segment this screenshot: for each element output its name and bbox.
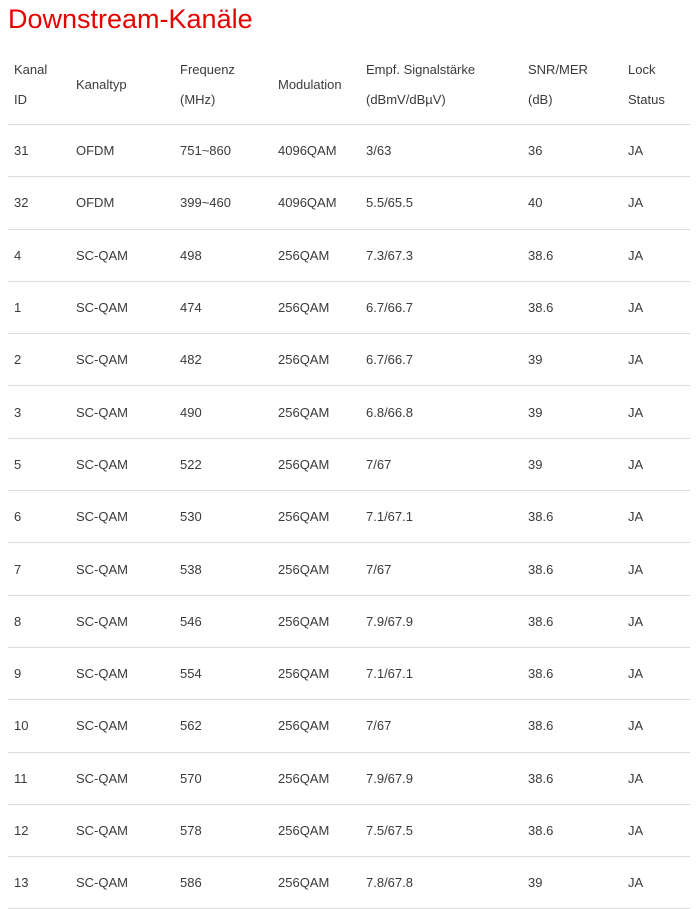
cell-snr-mer: 38.6: [522, 595, 622, 647]
cell-kanaltyp: OFDM: [70, 125, 174, 177]
cell-kanal-id: 4: [8, 229, 70, 281]
column-header-line: (dB): [528, 91, 553, 107]
cell-frequenz: 538: [174, 543, 272, 595]
cell-frequenz: 482: [174, 334, 272, 386]
cell-kanal-id: 10: [8, 700, 70, 752]
table-row: [8, 491, 690, 543]
cell-lock-status: JA: [622, 386, 690, 438]
cell-signal: 7.5/67.5: [360, 804, 522, 856]
cell-lock-status: JA: [622, 438, 690, 490]
cell-modulation: 256QAM: [272, 334, 360, 386]
cell-lock-status: JA: [622, 857, 690, 909]
column-header-line: Modulation: [278, 76, 342, 92]
cell-snr-mer: 38.6: [522, 700, 622, 752]
cell-lock-status: JA: [622, 700, 690, 752]
cell-snr-mer: 39: [522, 438, 622, 490]
downstream-channels-table: [8, 45, 690, 909]
cell-kanaltyp: SC-QAM: [70, 804, 174, 856]
cell-kanal-id: 32: [8, 177, 70, 229]
cell-lock-status: JA: [622, 647, 690, 699]
cell-snr-mer: 38.6: [522, 491, 622, 543]
column-header-line: Frequenz: [180, 61, 235, 77]
cell-modulation: 256QAM: [272, 752, 360, 804]
column-header-line: ID: [14, 91, 27, 107]
cell-kanaltyp: SC-QAM: [70, 334, 174, 386]
column-header-kanal-id: [8, 45, 70, 125]
table-row: [8, 229, 690, 281]
column-header-line: Lock: [628, 61, 656, 77]
cell-signal: 7/67: [360, 438, 522, 490]
cell-kanaltyp: SC-QAM: [70, 281, 174, 333]
cell-modulation: 256QAM: [272, 647, 360, 699]
cell-signal: 7.1/67.1: [360, 491, 522, 543]
cell-frequenz: 530: [174, 491, 272, 543]
cell-signal: 7.3/67.3: [360, 229, 522, 281]
cell-kanal-id: 1: [8, 281, 70, 333]
cell-signal: 7.8/67.8: [360, 857, 522, 909]
column-header-line: Status: [628, 91, 665, 107]
cell-snr-mer: 38.6: [522, 281, 622, 333]
cell-snr-mer: 38.6: [522, 804, 622, 856]
column-header-line: SNR/MER: [528, 61, 588, 77]
cell-lock-status: JA: [622, 281, 690, 333]
table-header-row: [8, 45, 690, 125]
cell-snr-mer: 36: [522, 125, 622, 177]
cell-signal: 7.1/67.1: [360, 647, 522, 699]
table-row: [8, 125, 690, 177]
cell-snr-mer: 38.6: [522, 647, 622, 699]
cell-frequenz: 522: [174, 438, 272, 490]
cell-kanal-id: 31: [8, 125, 70, 177]
column-header-kanaltyp: [70, 45, 174, 125]
cell-lock-status: JA: [622, 334, 690, 386]
cell-kanal-id: 7: [8, 543, 70, 595]
cell-lock-status: JA: [622, 543, 690, 595]
cell-kanaltyp: OFDM: [70, 177, 174, 229]
cell-frequenz: 546: [174, 595, 272, 647]
table-row: [8, 386, 690, 438]
cell-modulation: 4096QAM: [272, 177, 360, 229]
table-row: [8, 647, 690, 699]
cell-frequenz: 554: [174, 647, 272, 699]
cell-kanaltyp: SC-QAM: [70, 752, 174, 804]
cell-signal: 6.8/66.8: [360, 386, 522, 438]
cell-lock-status: JA: [622, 177, 690, 229]
table-row: [8, 177, 690, 229]
cell-modulation: 256QAM: [272, 386, 360, 438]
table-header: [8, 45, 690, 125]
cell-modulation: 256QAM: [272, 595, 360, 647]
table-row: [8, 438, 690, 490]
table-row: [8, 752, 690, 804]
table-row: [8, 595, 690, 647]
cell-frequenz: 399~460: [174, 177, 272, 229]
cell-snr-mer: 39: [522, 386, 622, 438]
cell-modulation: 256QAM: [272, 229, 360, 281]
table-row: [8, 281, 690, 333]
cell-signal: 7/67: [360, 543, 522, 595]
column-header-line: Kanal: [14, 61, 48, 77]
cell-lock-status: JA: [622, 804, 690, 856]
cell-signal: 3/63: [360, 125, 522, 177]
cell-signal: 7/67: [360, 700, 522, 752]
cell-modulation: 256QAM: [272, 700, 360, 752]
table-row: [8, 804, 690, 856]
cell-snr-mer: 39: [522, 857, 622, 909]
cell-signal: 6.7/66.7: [360, 281, 522, 333]
cell-kanaltyp: SC-QAM: [70, 491, 174, 543]
column-header-line: (MHz): [180, 91, 216, 107]
cell-signal: 6.7/66.7: [360, 334, 522, 386]
table-row: [8, 334, 690, 386]
cell-kanal-id: 3: [8, 386, 70, 438]
cell-frequenz: 562: [174, 700, 272, 752]
cell-modulation: 256QAM: [272, 543, 360, 595]
cell-lock-status: JA: [622, 229, 690, 281]
cell-signal: 5.5/65.5: [360, 177, 522, 229]
cell-kanal-id: 5: [8, 438, 70, 490]
column-header-line: (dBmV/dBµV): [366, 91, 446, 107]
cell-kanal-id: 11: [8, 752, 70, 804]
column-header-snr-mer: [522, 45, 622, 125]
cell-frequenz: 570: [174, 752, 272, 804]
cell-frequenz: 490: [174, 386, 272, 438]
column-header-line: Kanaltyp: [76, 76, 127, 92]
cell-kanaltyp: SC-QAM: [70, 543, 174, 595]
cell-kanal-id: 8: [8, 595, 70, 647]
cell-snr-mer: 38.6: [522, 543, 622, 595]
cell-snr-mer: 39: [522, 334, 622, 386]
cell-modulation: 4096QAM: [272, 125, 360, 177]
table-row: [8, 700, 690, 752]
cell-kanaltyp: SC-QAM: [70, 647, 174, 699]
cell-kanal-id: 12: [8, 804, 70, 856]
cell-kanal-id: 2: [8, 334, 70, 386]
cell-modulation: 256QAM: [272, 438, 360, 490]
cell-snr-mer: 38.6: [522, 752, 622, 804]
column-header-modulation: [272, 45, 360, 125]
cell-signal: 7.9/67.9: [360, 595, 522, 647]
cell-kanaltyp: SC-QAM: [70, 857, 174, 909]
cell-frequenz: 578: [174, 804, 272, 856]
table-row: [8, 543, 690, 595]
cell-modulation: 256QAM: [272, 491, 360, 543]
cell-kanaltyp: SC-QAM: [70, 386, 174, 438]
cell-lock-status: JA: [622, 491, 690, 543]
page-title: Downstream-Kanäle: [8, 4, 253, 34]
cell-kanaltyp: SC-QAM: [70, 700, 174, 752]
column-header-line: Empf. Signalstärke: [366, 61, 476, 77]
column-header-signal: [360, 45, 522, 125]
column-header-frequenz: [174, 45, 272, 125]
cell-kanal-id: 6: [8, 491, 70, 543]
cell-frequenz: 498: [174, 229, 272, 281]
cell-kanaltyp: SC-QAM: [70, 438, 174, 490]
cell-frequenz: 586: [174, 857, 272, 909]
cell-modulation: 256QAM: [272, 857, 360, 909]
cell-kanaltyp: SC-QAM: [70, 595, 174, 647]
cell-signal: 7.9/67.9: [360, 752, 522, 804]
cell-frequenz: 474: [174, 281, 272, 333]
cell-snr-mer: 40: [522, 177, 622, 229]
column-header-lock-status: [622, 45, 690, 125]
cell-modulation: 256QAM: [272, 804, 360, 856]
table-row: [8, 857, 690, 909]
cell-lock-status: JA: [622, 752, 690, 804]
cell-kanal-id: 13: [8, 857, 70, 909]
cell-kanaltyp: SC-QAM: [70, 229, 174, 281]
table-body: [8, 125, 690, 909]
cell-modulation: 256QAM: [272, 281, 360, 333]
cell-snr-mer: 38.6: [522, 229, 622, 281]
cell-kanal-id: 9: [8, 647, 70, 699]
cell-lock-status: JA: [622, 595, 690, 647]
cell-frequenz: 751~860: [174, 125, 272, 177]
cell-lock-status: JA: [622, 125, 690, 177]
